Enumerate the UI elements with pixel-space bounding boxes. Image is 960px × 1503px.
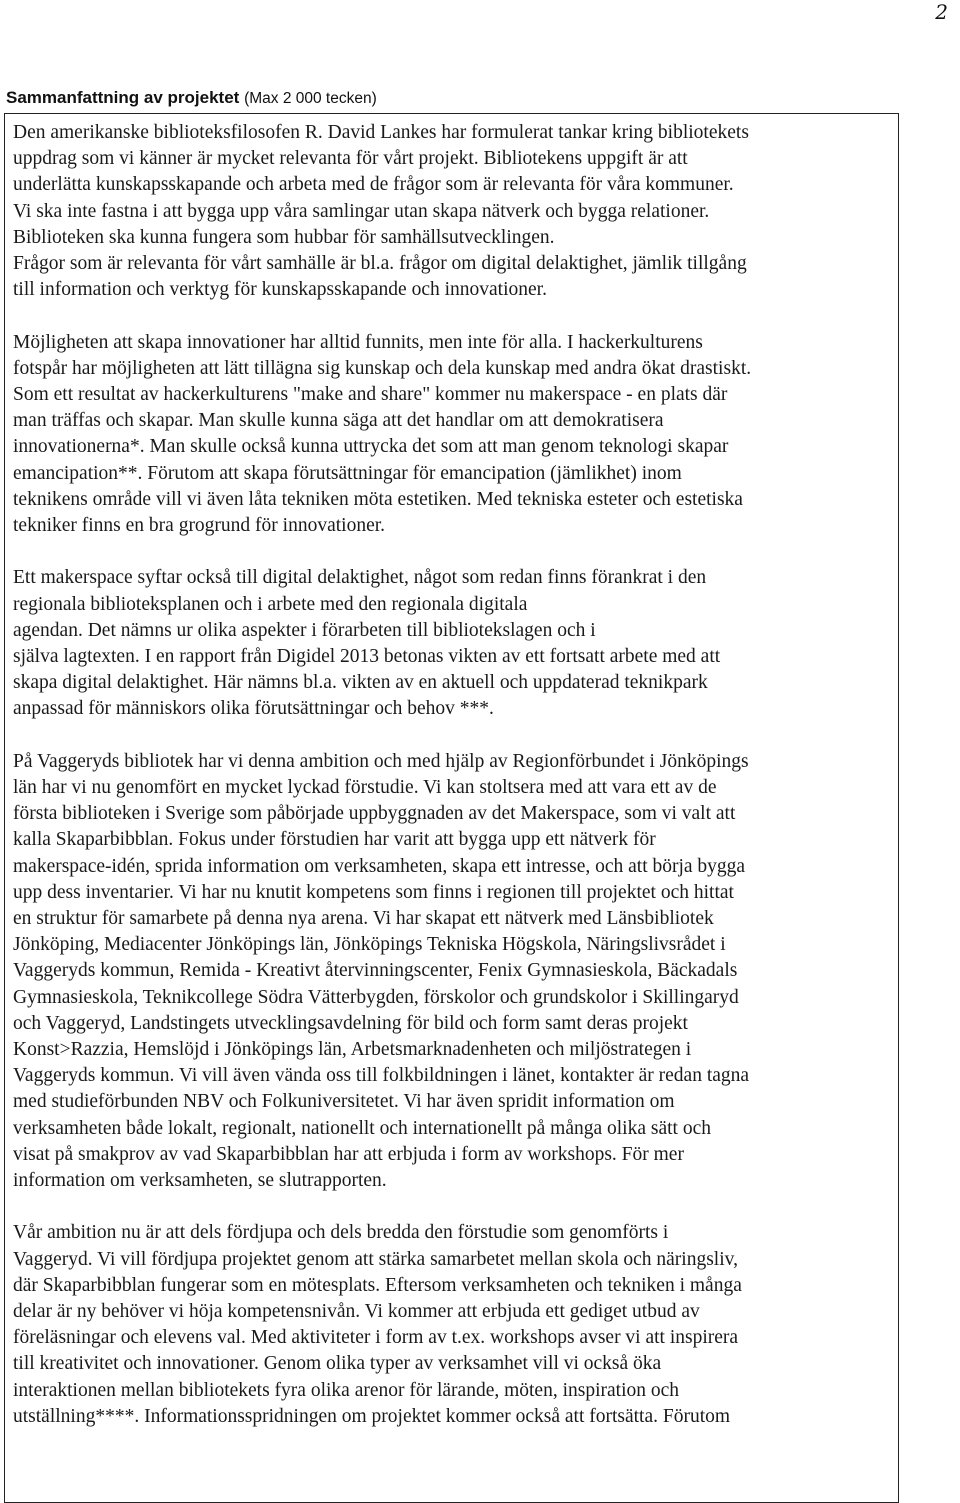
text-line: första biblioteken i Sverige som påbörjade uppbyggnaden av det Makerspace, som vi valt att <box>13 803 736 825</box>
text-line: visat på smakprov av vad Skaparbibblan har att erbjuda i form av workshops. För mer <box>13 1143 684 1165</box>
text-line: makerspace-idén, sprida information om verksamheten, skapa ett intresse, och att börja bygga <box>13 855 746 877</box>
text-line: till information och verktyg för kunskapsskapande och innovationer. <box>13 279 547 301</box>
text-line: Frågor som är relevanta för vårt samhälle är bl.a. frågor om digital delaktighet, jämlik tillgång <box>13 253 747 275</box>
summary-paragraph <box>13 330 898 540</box>
text-line: och Vaggeryd, Landstingets utvecklingsavdelning för bild och form samt deras projekt <box>13 1012 688 1034</box>
text-line: Vaggeryds kommun, Remida - Kreativt återvinningscenter, Fenix Gymnasieskola, Bäckadals <box>13 960 738 982</box>
text-line: där Skaparbibblan fungerar som en mötesplats. Eftersom verksamheten och tekniken i många <box>13 1274 742 1296</box>
text-line: anpassad för människors olika förutsättningar och behov ***. <box>13 698 494 720</box>
summary-text-box <box>4 113 899 1503</box>
text-line: Jönköping, Mediacenter Jönköpings län, Jönköpings Tekniska Högskola, Näringslivsrådet i <box>13 934 726 956</box>
text-line: interaktionen mellan bibliotekets fyra olika arenor för lärande, möten, inspiration och <box>13 1379 680 1401</box>
text-line: uppdrag som vi känner är mycket relevanta för vårt projekt. Bibliotekens uppgift är att <box>13 148 688 170</box>
text-line: län har vi nu genomfört en mycket lyckad förstudie. Vi kan stoltsera med att vara ett av de <box>13 777 717 799</box>
text-line: agendan. Det nämns ur olika aspekter i förarbeten till bibliotekslagen och i <box>13 619 596 641</box>
text-line: teknikens område vill vi även låta tekniken möta estetiken. Med tekniska esteter och estetiska <box>13 488 743 510</box>
text-line: delar är ny behöver vi höja kompetensnivån. Vi kommer att erbjuda ett gediget utbud av <box>13 1301 700 1323</box>
text-line: Som ett resultat av hackerkulturens "make and share" kommer nu makerspace - en plats där <box>13 384 728 406</box>
text-line: en struktur för samarbete på denna nya arena. Vi har skapat ett nätverk med Länsbibliotek <box>13 908 714 930</box>
text-line: innovationerna*. Man skulle också kunna uttrycka det som att man genom teknologi skapar <box>13 436 729 458</box>
text-line: kalla Skaparbibblan. Fokus under förstudien har varit att bygga upp ett nätverk för <box>13 829 656 851</box>
section-heading <box>6 88 377 108</box>
text-line: till kreativitet och innovationer. Genom olika typer av verksamhet vill vi också öka <box>13 1353 662 1375</box>
text-line: fotspår har möjligheten att lätt tillägna sig kunskap och dela kunskap med andra ökat drastiskt. <box>13 357 752 379</box>
text-line: upp dess inventarier. Vi har nu knutit kompetens som finns i regionen till projektet och hittat <box>13 881 734 903</box>
text-line: Vi ska inte fastna i att bygga upp våra samlingar utan skapa nätverk och bygga relationer. <box>13 200 710 222</box>
text-line: underlätta kunskapsskapande och arbeta med de frågor som är relevanta för våra kommuner. <box>13 174 734 196</box>
text-line: information om verksamheten, se slutrapporten. <box>13 1170 387 1192</box>
text-line: Vaggeryds kommun. Vi vill även vända oss till folkbildningen i länet, kontakter är redan tagna <box>13 1065 750 1087</box>
text-line: skapa digital delaktighet. Här nämns bl.a. vikten av en aktuell och uppdaterad teknikpark <box>13 672 708 694</box>
text-line: Vår ambition nu är att dels fördjupa och dels bredda den förstudie som genomförts i <box>13 1222 669 1244</box>
summary-paragraph <box>13 120 898 303</box>
text-line: regionala biblioteksplanen och i arbete med den regionala digitala <box>13 593 528 615</box>
text-line: Konst>Razzia, Hemslöjd i Jönköpings län, Arbetsmarknadenheten och miljöstrategen i <box>13 1039 692 1061</box>
section-title: Sammanfattning av projektet <box>6 88 240 107</box>
summary-paragraph <box>13 1220 898 1430</box>
text-line: Vaggeryd. Vi vill fördjupa projektet genom att stärka samarbetet mellan skola och näringsliv, <box>13 1248 739 1270</box>
text-line: På Vaggeryds bibliotek har vi denna ambition och med hjälp av Regionförbundet i Jönköpings <box>13 750 749 772</box>
text-line: Möjligheten att skapa innovationer har alltid funnits, men inte för alla. I hackerkulturens <box>13 331 703 353</box>
text-line: Biblioteken ska kunna fungera som hubbar för samhällsutvecklingen. <box>13 226 555 248</box>
text-line: Gymnasieskola, Teknikcollege Södra Vätterbygden, förskolor och grundskolor i Skillingaryd <box>13 986 739 1008</box>
text-line: föreläsningar och elevens val. Med aktiviteter i form av t.ex. workshops avser vi att inspirera <box>13 1327 739 1349</box>
text-line: Den amerikanske biblioteksfilosofen R. David Lankes har formulerat tankar kring bibliotekets <box>13 122 749 143</box>
character-limit-note: (Max 2 000 tecken) <box>244 90 377 107</box>
text-line: man träffas och skapar. Man skulle kunna säga att det handlar om att demokratisera <box>13 410 664 432</box>
text-line: själva lagtexten. I en rapport från Digidel 2013 betonas vikten av ett fortsatt arbete med att <box>13 646 721 668</box>
text-line: tekniker finns en bra grogrund för innovationer. <box>13 515 386 537</box>
text-line: verksamheten både lokalt, regionalt, nationellt och internationellt på många olika sätt och <box>13 1117 711 1139</box>
text-line: Ett makerspace syftar också till digital delaktighet, något som redan finns förankrat i den <box>13 567 707 589</box>
text-line: emancipation**. Förutom att skapa förutsättningar för emancipation (jämlikhet) inom <box>13 462 682 484</box>
page-number: 2 <box>935 0 948 24</box>
text-line: med studieförbunden NBV och Folkuniversitetet. Vi har även spridit information om <box>13 1091 675 1113</box>
summary-paragraph <box>13 565 898 722</box>
text-line: utställning****. Informationsspridningen om projektet kommer också att fortsätta. Förutom <box>13 1405 731 1427</box>
summary-paragraph <box>13 749 898 1194</box>
